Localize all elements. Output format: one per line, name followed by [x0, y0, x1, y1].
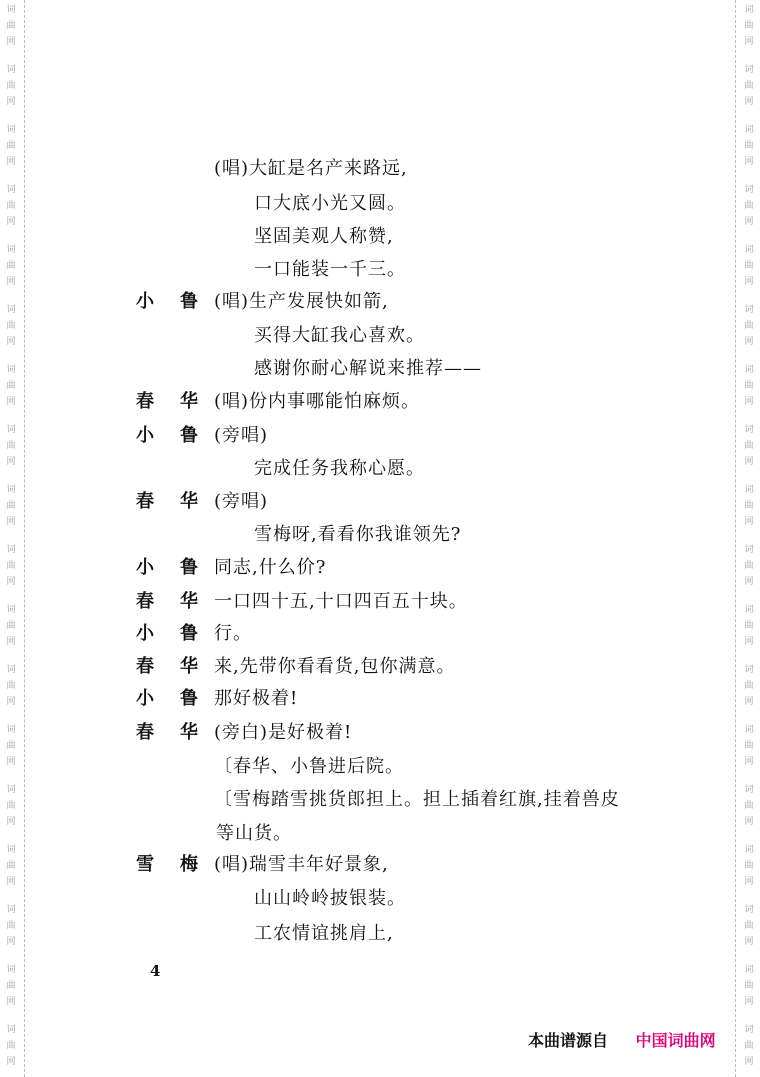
watermark-mark: [742, 1022, 756, 1070]
watermark-char: 曲: [6, 501, 16, 511]
watermark-mark: [742, 482, 756, 530]
watermark-mark: [742, 722, 756, 770]
watermark-char: 网: [6, 937, 16, 947]
watermark-char: 曲: [6, 981, 16, 991]
watermark-char: 曲: [6, 21, 16, 31]
watermark-char: 网: [744, 937, 754, 947]
watermark-char: 词: [6, 245, 16, 255]
watermark-char: 曲: [6, 681, 16, 691]
script-line: (唱)瑞雪丰年好景象,: [214, 854, 389, 875]
watermark-char: 网: [6, 577, 16, 587]
watermark-char: 曲: [744, 321, 754, 331]
watermark-char: 词: [744, 1025, 754, 1035]
watermark-char: 曲: [744, 801, 754, 811]
script-line: 完成任务我称心愿。: [254, 458, 425, 479]
watermark-char: 曲: [6, 261, 16, 271]
watermark-char: 词: [6, 965, 16, 975]
watermark-char: 曲: [744, 81, 754, 91]
watermark-char: 曲: [6, 561, 16, 571]
script-line: (唱)份内事哪能怕麻烦。: [214, 391, 421, 412]
script-line: 坚固美观人称赞,: [254, 226, 394, 247]
watermark-char: 曲: [744, 441, 754, 451]
script-line: 〔春华、小鲁进后院。: [214, 756, 404, 777]
watermark-char: 网: [6, 1057, 16, 1067]
watermark-char: 词: [744, 365, 754, 375]
watermark-char: 网: [6, 697, 16, 707]
watermark-char: 曲: [6, 141, 16, 151]
watermark-mark: [4, 602, 18, 650]
speaker-char: 春: [136, 722, 154, 743]
script-line: (旁白)是好极着!: [214, 722, 353, 743]
watermark-char: 词: [6, 485, 16, 495]
speaker-char: 华: [180, 591, 198, 612]
watermark-char: 网: [744, 997, 754, 1007]
watermark-char: 词: [6, 125, 16, 135]
watermark-char: 词: [6, 665, 16, 675]
watermark-char: 网: [6, 517, 16, 527]
watermark-char: 词: [744, 425, 754, 435]
watermark-char: 网: [744, 217, 754, 227]
watermark-char: 曲: [6, 81, 16, 91]
speaker-char: 华: [180, 656, 198, 677]
watermark-mark: [742, 962, 756, 1010]
watermark-char: 曲: [744, 741, 754, 751]
watermark-mark: [742, 182, 756, 230]
watermark-char: 词: [6, 305, 16, 315]
watermark-char: 词: [744, 185, 754, 195]
speaker-char: 小: [136, 623, 154, 644]
watermark-mark: [4, 242, 18, 290]
watermark-char: 词: [6, 65, 16, 75]
script-line: 山山岭岭披银装。: [254, 888, 406, 909]
speaker-name: [136, 490, 198, 514]
watermark-char: 曲: [6, 441, 16, 451]
watermark-mark: [742, 542, 756, 590]
script-line: 那好极着!: [214, 688, 299, 709]
script-line: (唱)生产发展快如箭,: [214, 291, 389, 312]
watermark-mark: [742, 122, 756, 170]
watermark-char: 词: [6, 845, 16, 855]
watermark-mark: [742, 242, 756, 290]
watermark-char: 曲: [744, 981, 754, 991]
watermark-char: 网: [6, 817, 16, 827]
watermark-char: 曲: [6, 381, 16, 391]
watermark-char: 网: [744, 457, 754, 467]
watermark-char: 网: [744, 697, 754, 707]
watermark-char: 曲: [744, 201, 754, 211]
watermark-char: 曲: [744, 141, 754, 151]
left-margin-line: [24, 0, 25, 1077]
watermark-char: 曲: [744, 261, 754, 271]
watermark-char: 曲: [6, 801, 16, 811]
watermark-char: 词: [6, 365, 16, 375]
script-line: 一口四十五,十口四百五十块。: [214, 591, 468, 612]
watermark-mark: [4, 962, 18, 1010]
speaker-name: [136, 853, 198, 877]
watermark-mark: [4, 182, 18, 230]
speaker-char: 春: [136, 656, 154, 677]
speaker-char: 春: [136, 591, 154, 612]
watermark-char: 网: [744, 517, 754, 527]
watermark-char: 曲: [6, 621, 16, 631]
watermark-char: 网: [6, 337, 16, 347]
watermark-char: 词: [6, 5, 16, 15]
watermark-mark: [4, 422, 18, 470]
watermark-char: 网: [744, 37, 754, 47]
speaker-name: [136, 687, 198, 711]
watermark-char: 曲: [744, 921, 754, 931]
watermark-char: 网: [6, 217, 16, 227]
watermark-char: 曲: [6, 321, 16, 331]
watermark-mark: [4, 842, 18, 890]
watermark-char: 曲: [744, 381, 754, 391]
watermark-char: 网: [6, 997, 16, 1007]
watermark-char: 网: [6, 37, 16, 47]
watermark-mark: [4, 482, 18, 530]
speaker-char: 小: [136, 557, 154, 578]
watermark-char: 曲: [6, 1041, 16, 1051]
watermark-char: 词: [744, 605, 754, 615]
script-line: 感谢你耐心解说来推荐——: [254, 358, 482, 379]
watermark-char: 网: [6, 637, 16, 647]
watermark-mark: [4, 122, 18, 170]
watermark-mark: [4, 302, 18, 350]
script-line: (唱)大缸是名产来路远,: [214, 158, 408, 179]
watermark-char: 词: [744, 5, 754, 15]
watermark-char: 词: [744, 125, 754, 135]
watermark-char: 曲: [744, 21, 754, 31]
watermark-char: 词: [6, 605, 16, 615]
watermark-mark: [4, 62, 18, 110]
watermark-char: 词: [744, 905, 754, 915]
script-line: (旁唱): [214, 491, 269, 512]
watermark-char: 词: [744, 65, 754, 75]
speaker-char: 小: [136, 291, 154, 312]
watermark-char: 网: [744, 157, 754, 167]
script-line: 雪梅呀,看看你我谁领先?: [254, 524, 462, 545]
watermark-char: 网: [6, 157, 16, 167]
watermark-mark: [742, 782, 756, 830]
watermark-mark: [742, 602, 756, 650]
watermark-mark: [4, 722, 18, 770]
watermark-char: 网: [744, 337, 754, 347]
watermark-char: 网: [6, 877, 16, 887]
script-line: 口大底小光又圆。: [254, 193, 406, 214]
watermark-char: 曲: [744, 1041, 754, 1051]
script-line: (旁唱): [214, 425, 269, 446]
speaker-char: 华: [180, 722, 198, 743]
page-number: 4: [150, 962, 161, 980]
script-line: 来,先带你看看货,包你满意。: [214, 656, 456, 677]
speaker-name: [136, 424, 198, 448]
watermark-mark: [4, 1022, 18, 1070]
watermark-mark: [742, 362, 756, 410]
watermark-mark: [742, 842, 756, 890]
watermark-char: 词: [6, 785, 16, 795]
script-line: 等山货。: [216, 823, 292, 844]
speaker-char: 春: [136, 491, 154, 512]
watermark-char: 词: [6, 1025, 16, 1035]
speaker-char: 鲁: [180, 425, 198, 446]
watermark-char: 网: [6, 97, 16, 107]
watermark-mark: [4, 2, 18, 50]
watermark-mark: [4, 362, 18, 410]
watermark-char: 词: [6, 425, 16, 435]
watermark-char: 曲: [744, 861, 754, 871]
watermark-char: 网: [6, 457, 16, 467]
watermark-char: 网: [744, 97, 754, 107]
watermark-mark: [742, 302, 756, 350]
watermark-char: 网: [744, 577, 754, 587]
speaker-name: [136, 390, 198, 414]
watermark-char: 网: [744, 1057, 754, 1067]
watermark-char: 网: [744, 277, 754, 287]
watermark-char: 词: [744, 725, 754, 735]
watermark-mark: [742, 662, 756, 710]
speaker-name: [136, 290, 198, 314]
watermark-char: 网: [744, 637, 754, 647]
script-line: 同志,什么价?: [214, 557, 327, 578]
script-line: 买得大缸我心喜欢。: [254, 325, 425, 346]
watermark-char: 网: [744, 817, 754, 827]
watermark-char: 曲: [6, 861, 16, 871]
watermark-char: 词: [6, 725, 16, 735]
watermark-char: 词: [744, 485, 754, 495]
script-line: 行。: [214, 623, 252, 644]
watermark-char: 网: [6, 277, 16, 287]
speaker-char: 鲁: [180, 291, 198, 312]
watermark-char: 曲: [744, 561, 754, 571]
speaker-name: [136, 556, 198, 580]
watermark-char: 网: [6, 757, 16, 767]
speaker-char: 华: [180, 491, 198, 512]
watermark-char: 词: [744, 785, 754, 795]
watermark-char: 词: [744, 245, 754, 255]
watermark-mark: [4, 662, 18, 710]
watermark-char: 词: [744, 965, 754, 975]
watermark-char: 曲: [744, 501, 754, 511]
right-margin-line: [735, 0, 736, 1077]
watermark-char: 词: [6, 545, 16, 555]
speaker-char: 春: [136, 391, 154, 412]
watermark-char: 词: [6, 905, 16, 915]
watermark-char: 网: [744, 757, 754, 767]
speaker-char: 小: [136, 425, 154, 446]
speaker-name: [136, 721, 198, 745]
speaker-char: 梅: [180, 854, 198, 875]
script-line: 工农情谊挑肩上,: [254, 923, 394, 944]
speaker-char: 雪: [136, 854, 154, 875]
watermark-mark: [4, 542, 18, 590]
watermark-char: 网: [744, 397, 754, 407]
watermark-mark: [742, 2, 756, 50]
watermark-char: 词: [744, 545, 754, 555]
watermark-char: 网: [6, 397, 16, 407]
watermark-char: 词: [744, 305, 754, 315]
source-credit: [528, 1028, 716, 1051]
watermark-char: 曲: [6, 201, 16, 211]
watermark-char: 曲: [6, 741, 16, 751]
watermark-mark: [742, 62, 756, 110]
watermark-mark: [742, 902, 756, 950]
speaker-name: [136, 622, 198, 646]
watermark-char: 词: [744, 845, 754, 855]
source-prefix: 本曲谱源自: [528, 1031, 609, 1050]
watermark-char: 曲: [744, 621, 754, 631]
watermark-char: 曲: [744, 681, 754, 691]
speaker-char: 华: [180, 391, 198, 412]
script-line: 一口能装一千三。: [254, 259, 406, 280]
speaker-char: 鲁: [180, 688, 198, 709]
watermark-char: 曲: [6, 921, 16, 931]
script-line: 〔雪梅踏雪挑货郎担上。担上插着红旗,挂着兽皮: [214, 789, 620, 810]
watermark-mark: [742, 422, 756, 470]
source-site-link[interactable]: 中国词曲网: [635, 1031, 716, 1050]
speaker-name: [136, 590, 198, 614]
watermark-char: 词: [6, 185, 16, 195]
speaker-name: [136, 655, 198, 679]
speaker-char: 小: [136, 688, 154, 709]
watermark-char: 网: [744, 877, 754, 887]
watermark-char: 词: [744, 665, 754, 675]
speaker-char: 鲁: [180, 623, 198, 644]
speaker-char: 鲁: [180, 557, 198, 578]
watermark-mark: [4, 782, 18, 830]
watermark-mark: [4, 902, 18, 950]
